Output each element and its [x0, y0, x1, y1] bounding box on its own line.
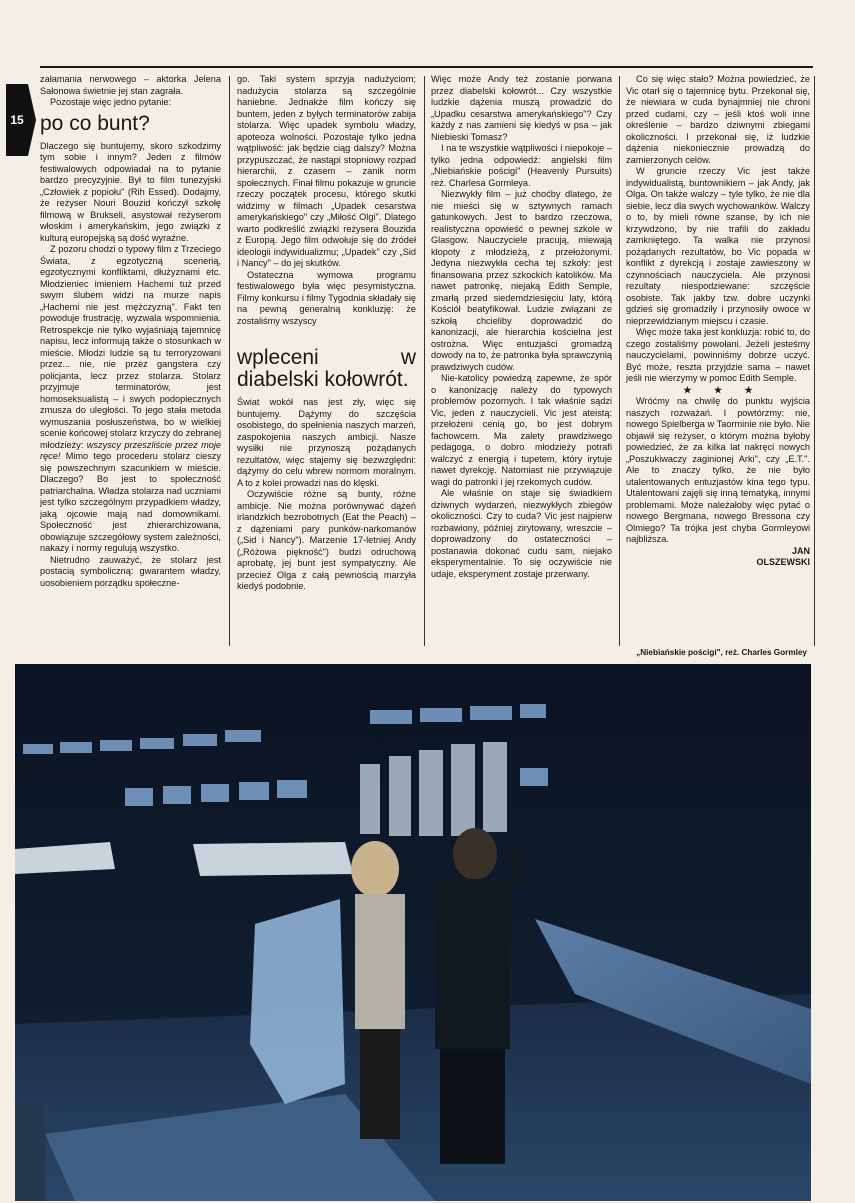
article-column-3 — [431, 74, 612, 649]
page-number-tab — [6, 84, 28, 156]
paragraph: Nietrudno zauważyć, że stolarz jest postacią symboliczną: gwarantem władzy, uosobieniem porządku społeczne- — [40, 554, 221, 588]
paragraph: Co się więc stało? Można powiedzieć, że Vic otarł się o tajemnicę bytu. Przekonał się, że niewiara w cuda bynajmniej nie chroni przed cudami, czy – jeśli ktoś woli inne określenie – bardzo dziwnymi zbiegami okoliczności. I przekonał się, iż ludzkie dążenia niekoniecznie prowadzą do zamierzonych celów. — [626, 74, 810, 165]
subheading: po co bunt? — [40, 111, 150, 135]
paragraph: Oczywiście różne są bunty, różne ambicje. Nie można porównywać dążeń irlandzkich bezrobotnych (Eat the Peach) – z dążeniami pary punków-narkomanów („Sid i Nancy"). Marzenie 17-letniej Andy („Różowa piękność") budzi odruchową aprobatę, jej bunt jest sympatyczny. Ale przecież Olga z całą pewnością marzyła kiedyś podobnie. — [237, 489, 416, 591]
top-rule — [40, 66, 813, 68]
paragraph: Świat wokół nas jest zły, więc się buntujemy. Dążymy do szczęścia osobistego, do spełnienia naszych marzeń, zaspokojenia naszych ambicji. Nasze wysiłki nie przynoszą pożądanych rezultatów, więc stajemy się bezwzględni: dążymy do celu wbrew normom moralnym. A to z kolei prowadzi nas do klęski. — [237, 397, 416, 488]
author-first-name: JAN — [791, 545, 810, 556]
column-divider — [229, 76, 230, 646]
paragraph: W gruncie rzeczy Vic jest także indywidualistą, buntownikiem – jak Andy, jak Olga. On także walczy – tyle tylko, że nie dla siebie, lecz dla swych wychowanków. Walczy o to, by mieli równe szanse, by ich nie krzywdzono, by nie trafili do zakładu zamkniętego. Ta walka nie przynosi pożądanych rezultatów, bo Vic popada w konflikt z dyrekcją i zostaje zawieszony w czynnościach nauczyciela. Ale przynosi rezultaty niespodziewane: szczęście osobiste. Tak jakby tzw. dobre uczynki gdzieś się gromadziły i przynosiły owoce w nieprzewidzianym miejscu i czasie. — [626, 166, 810, 326]
author-byline — [626, 546, 810, 568]
paragraph: Dlaczego się buntujemy, skoro szkodzimy tym sobie i innym? Jeden z filmów festiwalowych odpowiadał na to pytanie bardzo precyzyjnie. Był to film tunezyjski „Człowiek z popiołu" (Rih Essed). Dodajmy, że reżyser Nouri Bouzid kończył szkołę filmową w Brukseli, asystował reżyserom włoskim i amerykańskim, jego związki z kulturą europejską są dość wyraźne. — [40, 140, 221, 243]
italic-quote: wszyscy przeszliście przez moje ręce! — [40, 439, 221, 461]
paragraph: Więc może Andy też zostanie porwana przez diabelski kołowrót... Czy wszystkie ludzkie dążenia muszą prowadzić do „Upadku cesarstwa amerykańskiego"? Czy każdy z nas zamieni się kiedyś w psa – jak Niebieski Tomasz? — [431, 74, 612, 142]
column-divider — [814, 76, 815, 646]
section-break-stars: ★ ★ ★ — [683, 384, 763, 395]
paragraph: załamania nerwowego – aktorka Jelena Sałonowa świetnie jej stan zagrała. — [40, 74, 221, 96]
column-divider — [619, 76, 620, 646]
paragraph: Pozostaje więc jedno pytanie: — [50, 97, 172, 107]
paragraph: Ale właśnie on staje się świadkiem dziwnych wydarzeń, niezwykłych zbiegów okoliczności. Czy to cuda? Vic jest najpierw rozbawiony, później zirytowany, wreszcie – doprowadzony do ostateczności – postanawia dokonać cudu sam, niejako eksperymentalnie. To się oczywiście nie udaje, eksperyment zostaje przerwany. — [431, 488, 612, 579]
article-column-1 — [40, 74, 221, 649]
paragraph: Wróćmy na chwilę do punktu wyjścia naszych rozważań. I powtórzmy: nie, nowego Spielberga w Taorminie nie było. Nie objawił się reżyser, o którym można byłoby powiedzieć, że za kilka lat nakręci nowych „Poszukiwaczy zaginionej Arki", czy „E.T.". Ale to znaczy tylko, że nie było utalentowanych entuzjastów kina tego typu. Utalentowani zajęli się inną tematyką, innymi problemami. Może należałoby więc pytać o nowego Bergmana, nowego Bressona czy Olmiego? Ta trójka jest chyba Gormleyowi najbliższa. — [626, 396, 810, 544]
paragraph: I na te wszystkie wątpliwości i niepokoje – tylko jedna odpowiedź: angielski film „Niebiańskie pościgi" (Heavenly Pursuits) reż. Charlesa Gormleya. — [431, 143, 612, 188]
paragraph: Więc może taka jest konkluzja: robić to, do czego zostaliśmy powołani. Jeżeli jesteśmy nauczycielami, powinniśmy dobrze uczyć. Być może, reszta przyjdzie sama – nawet jeśli nie wierzymy w pomoc Edith Semple. — [626, 327, 810, 383]
paragraph: Niezwykły film – już choćby dlatego, że nie mieści się w sztywnych ramach gatunkowych. Jest to bardzo rzeczowa, realistyczna opowieść o pewnej szkole w Glasgow. Nauczyciele pracują, miewają kłopoty z młodzieżą, z przełożonymi. Jedyna niezwykła cecha tej szkoły: jest finansowana przez szkockich katolików. Ma nawet patronkę, niejaką Edith Semple, zmarłą przed siedemdziesięciu laty, którą Kościół beatyfikował. Ludzie związani ze szkołą chcieliby doprowadzić do kanonizacji, ale hierarchia kościelna jest ostrożna. Więc entuzjaści gromadzą dowody na to, że patronka była sprawczynią prawdziwych cudów. — [431, 189, 612, 372]
text-run: Mimo tego procederu stolarz cieszy się powszechnym szacunkiem w mieście. Dlaczego? Bo jest to społeczność patriarchalna. Władza stolarza nad uczniami jest tylko szczególnym przypadkiem władzy, jaką ojcowie mają nad domownikami. Społeczność jest zhierarchizowana, obowiązuje szczegółowy system zależności, nakazy i normy regulują wszystko. — [40, 451, 221, 553]
paragraph — [40, 244, 221, 555]
subheading: wpleceni w diabelski kołowrót. — [237, 346, 416, 391]
text-run: Z pozoru chodzi o typowy film z Trzeciego Świata, z egzotyczną scenerią, egzotycznymi konfliktami, dłużyznami etc. Młodzieniec imieniem Hachemi tuż przed swym ślubem widzi na murze napis „Hachemi nie jest mężczyzną". Fakt ten powoduje frustrację, wyzwala wspomnienia. Retrospekcje nie tylko wyjaśniają tajemnicę napisu, lecz informują także o stosunkach w mieście. Młodzi ludzie są tu terroryzowani przez... nie, nie przez gangstera czy policjanta, lecz przez stolarza. Stolarz przyjmuje terminatorów, jest homoseksualistą – i swych podopiecznych zmusza do uległości. To jego stała metoda wymuszania posłuszeństwa, bo w wielkiej scenie końcowej stolarz krzyczy do zebranej młodzieży: — [40, 244, 221, 450]
paragraph: Nie-katolicy powiedzą zapewne, że spór o kanonizację należy do typowych problemów pozornych. I tak właśnie sądzi Vic, jeden z nauczycieli. Vic jest ateistą: przełożeni cenią go, bo jest dobrym fachowcem. Ma zalety prawdziwego pedagoga, o dobro młodzieży potrafi walczyć z energią i tupetem, który irytuje nawet dyrekcję. Natomiast nie przywiązuje wagi do patronki i jej rzekomych cudów. — [431, 373, 612, 487]
paragraph: go. Taki system sprzyja nadużyciom; nadużycia stolarza są szczególnie haniebne. Jednakże film kończy się buntem, jeden z byłych terminatorów zabija stolarza. Więc upadek symbolu władzy, apoteoza wolności. Pozostaje tylko jedna wątpliwość: jak będzie ciąg dalszy? Można przypuszczać, że nastąpi stopniowy rozpad hierarchii, z czasem – zanik norm społecznych. Finał filmu pokazuje w gruncie rzeczy początek procesu, którego skutki widzimy w filmach „Upadek cesarstwa amerykańskiego" czy „Miłość Olgi". Dlatego warto podkreślić związki reżysera Bouzida z Europą. Jego film odwołuje się do źródeł ideologii indywidualizmu; „Upadek" czy „Sid i Nancy" – do jej skutków. — [237, 74, 416, 268]
page-number: 15 — [10, 113, 24, 127]
photo-caption: „Niebiańskie pościgi", reż. Charles Gormley — [636, 648, 807, 657]
paragraph: Ostateczna wymowa programu festiwalowego była więc pesymistyczna. Filmy konkursu i filmy Tygodnia składały się na pewną generalną konkluzję: że zostaliśmy wszyscy — [237, 269, 416, 326]
column-divider — [424, 76, 425, 646]
film-still-photo — [15, 664, 811, 1201]
night-scene-illustration — [15, 664, 811, 1201]
article-column-4 — [626, 74, 810, 649]
article-column-2 — [237, 74, 416, 649]
author-last-name: OLSZEWSKI — [756, 556, 810, 567]
